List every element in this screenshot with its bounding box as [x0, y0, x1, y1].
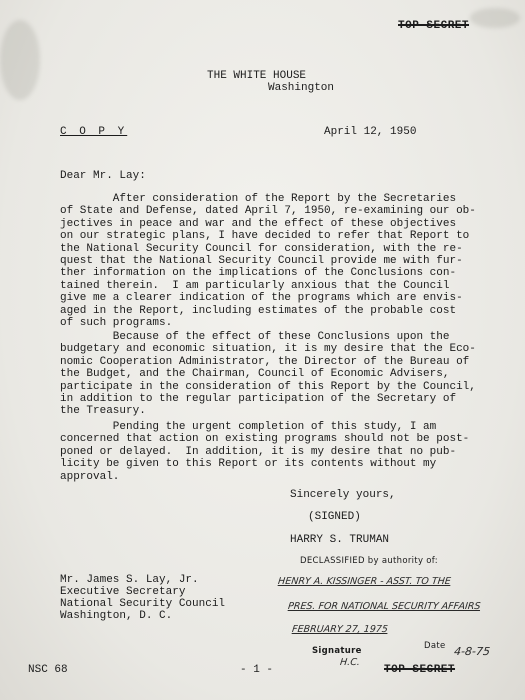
paper-stain	[0, 20, 40, 100]
salutation: Dear Mr. Lay:	[60, 170, 146, 182]
signature-label: Signature	[312, 646, 362, 656]
handwritten-initials: H.C.	[339, 657, 361, 668]
body-paragraph-2: Because of the effect of these Conclusions upon the budgetary and economic situation, it is my desire that the Eco- nomic Cooperation Administrator, the Director of the Bureau of the Budget, and the Chairman, Council of Economic Advisers, participate in the consideration of this Report by the Council, in addition to the regular participation of the Secretary of the Treasury.	[60, 331, 476, 418]
classification-mark-top: TOP SECRET	[398, 20, 470, 32]
handwritten-authority-line-1: HENRY A. KISSINGER - ASST. TO THE	[277, 576, 452, 587]
recipient-organization: National Security Council	[60, 598, 226, 610]
letter-date: April 12, 1950	[324, 126, 417, 138]
closing: Sincerely yours,	[290, 489, 396, 501]
recipient-title: Executive Secretary	[60, 586, 186, 598]
recipient-name: Mr. James S. Lay, Jr.	[60, 574, 199, 586]
page-number: - 1 -	[240, 664, 274, 676]
body-paragraph-1: After consideration of the Report by the Secretaries of State and Defense, dated April 7, 1950, re-examining our ob- jectives in peace and war and the effect of these objectives on our strategic plans, I have decided to refer that Report to the National Security Council for consideration, with the re- quest that the National Security Council provide me with fur- ther information on the implications of the Conclusions con- tained therein. I am particularly anxious that the Council give me a clearer indication of the programs which are envis- aged in the Report, including estimates of the probable cost of such programs.	[60, 193, 476, 330]
paper-stain	[470, 8, 520, 28]
copy-label: C O P Y	[60, 126, 128, 138]
handwritten-authority-line-2: PRES. FOR NATIONAL SECURITY AFFAIRS	[287, 601, 481, 612]
recipient-city: Washington, D. C.	[60, 610, 173, 622]
handwritten-date-1: FEBRUARY 27, 1975	[291, 624, 389, 635]
letterhead-title: THE WHITE HOUSE	[207, 70, 307, 82]
letterhead-city: Washington	[268, 82, 335, 94]
signed-mark: (SIGNED)	[308, 511, 361, 523]
declassified-stamp: DECLASSIFIED by authority of:	[300, 556, 438, 566]
document-id: NSC 68	[28, 664, 68, 676]
signer-name: HARRY S. TRUMAN	[290, 534, 390, 546]
date-label: Date	[424, 641, 446, 651]
handwritten-date-2: 4-8-75	[453, 645, 491, 658]
classification-mark-bottom: TOP SECRET	[384, 664, 456, 676]
body-paragraph-3: Pending the urgent completion of this study, I am concerned that action on existing programs should not be post- poned or delayed. In addition, it is my desire that no pub- licity be given to this Report or its contents without my approval.	[60, 421, 470, 483]
